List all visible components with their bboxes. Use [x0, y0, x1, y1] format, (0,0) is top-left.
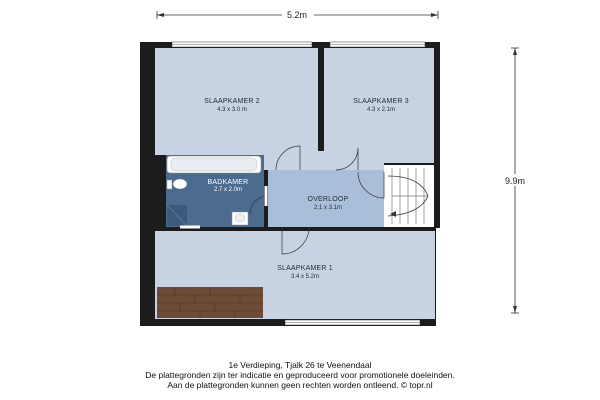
caption-disclaimer: De plattegronden zijn ter indicatie en geproduceerd voor promotionele doeleinden. — [145, 370, 455, 380]
room-size-slaapkamer-2: 4.3 x 3.0 m — [217, 107, 247, 113]
sink — [232, 212, 248, 225]
bathtub — [167, 156, 261, 173]
toilet — [167, 179, 187, 189]
height-dimension-label: 9.9m — [504, 176, 526, 186]
room-label-slaapkamer-2: SLAAPKAMER 2 — [204, 98, 260, 105]
room-size-overloop: 2.1 x 3.1m — [313, 205, 343, 211]
room-slaapkamer-3 — [324, 48, 434, 163]
width-dimension — [157, 9, 438, 21]
room-label-overloop: OVERLOOP — [307, 196, 349, 203]
shower-area — [167, 205, 187, 226]
height-dimension — [500, 48, 530, 313]
width-dimension-label: 5.2m — [286, 10, 308, 20]
caption-title: 1e Verdieping, Tjalk 26 te Veenendaal — [228, 360, 372, 370]
room-label-slaapkamer-3: SLAAPKAMER 3 — [353, 98, 409, 105]
room-size-slaapkamer-3: 4.3 x 2.1m — [366, 107, 396, 113]
wooden-cabinet — [157, 287, 263, 318]
caption-rights: Aan de plattegronden kunnen geen rechten worden ontleend. © topr.nl — [167, 380, 433, 390]
room-size-slaapkamer-1: 3.4 x 5.2m — [290, 274, 320, 280]
room-size-badkamer: 2.7 x 2.0m — [213, 187, 243, 193]
room-label-slaapkamer-1: SLAAPKAMER 1 — [277, 265, 333, 272]
room-label-badkamer: BADKAMER — [207, 179, 249, 186]
staircase — [384, 165, 434, 227]
